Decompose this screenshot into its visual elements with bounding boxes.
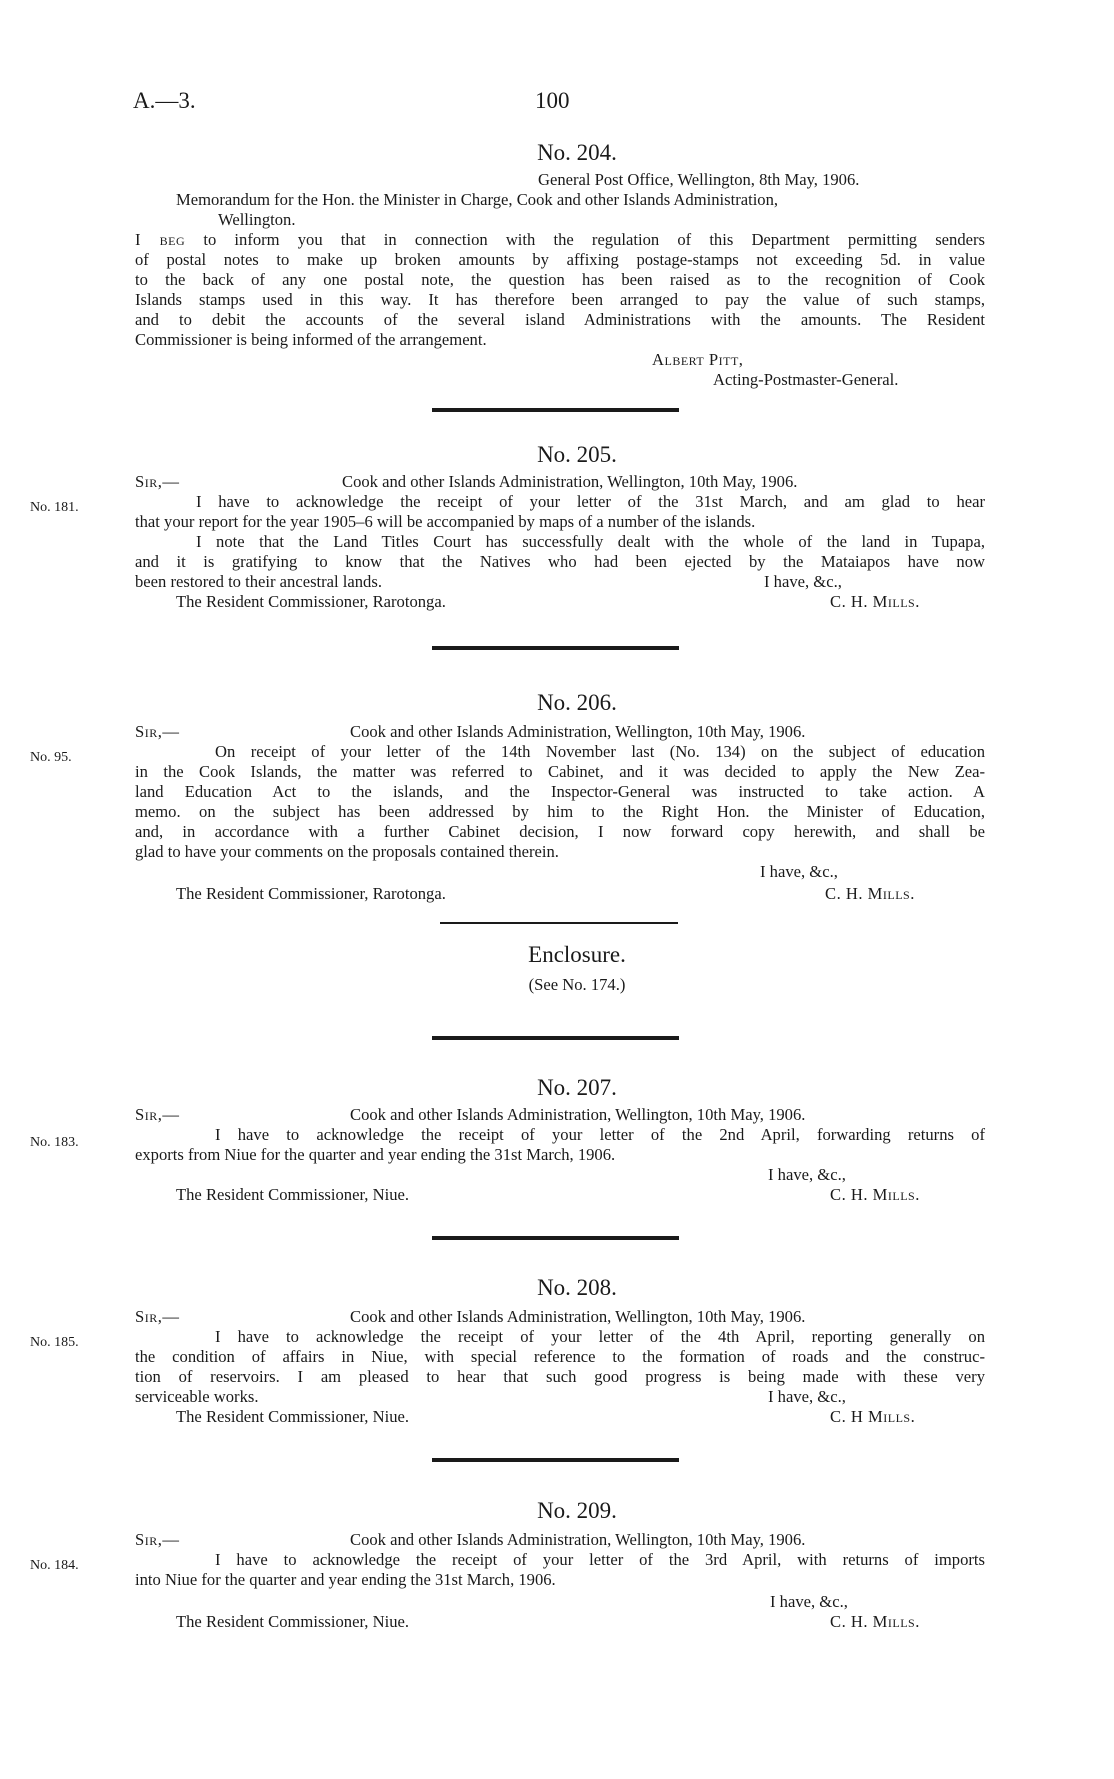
place-date-206: Cook and other Islands Administration, Wellington, 10th May, 1906. bbox=[350, 722, 806, 741]
body-line-205-5: been restored to their ancestral lands. bbox=[135, 572, 382, 591]
body-line-209-2: into Niue for the quarter and year ending the 31st March, 1906. bbox=[135, 1570, 556, 1589]
place-date-204: General Post Office, Wellington, 8th May, 1906. bbox=[538, 170, 860, 189]
closing-209: I have, &c., bbox=[770, 1592, 848, 1611]
body-line-206-6: glad to have your comments on the proposals contained therein. bbox=[135, 842, 559, 861]
body-line-208-2: the condition of affairs in Niue, with special reference to the formation of roads and the construc- bbox=[135, 1347, 985, 1366]
addressee-208: The Resident Commissioner, Niue. bbox=[176, 1407, 410, 1426]
section-divider bbox=[440, 922, 678, 924]
section-title-208: No. 208. bbox=[537, 1275, 617, 1300]
body-line-205-4: and it is gratifying to know that the Natives who had been ejected by the Mataiapos have now bbox=[135, 552, 985, 571]
closing-205: I have, &c., bbox=[764, 572, 842, 591]
closing-208: I have, &c., bbox=[768, 1387, 846, 1406]
body-line-206-2: in the Cook Islands, the matter was referred to Cabinet, and it was decided to apply the New Zea- bbox=[135, 762, 985, 781]
enclosure-title: Enclosure. bbox=[528, 942, 626, 967]
closing-206: I have, &c., bbox=[760, 862, 838, 881]
signer-207: C. H. Mills. bbox=[830, 1185, 920, 1204]
signer-204: Albert Pitt, bbox=[652, 350, 744, 369]
body-line-208-1: I have to acknowledge the receipt of your letter of the 4th April, reporting generally on bbox=[215, 1327, 985, 1346]
addressee-206: The Resident Commissioner, Rarotonga. bbox=[176, 884, 446, 903]
margin-reference-209: No. 184. bbox=[30, 1558, 79, 1573]
enclosure-note: (See No. 174.) bbox=[528, 975, 626, 994]
section-title-206: No. 206. bbox=[537, 690, 617, 715]
section-divider bbox=[432, 408, 679, 412]
section-divider bbox=[432, 646, 679, 650]
body-line-204-1: I beg to inform you that in connection with the regulation of this Department permitting senders bbox=[135, 230, 985, 249]
signer-208: C. H Mills. bbox=[830, 1407, 916, 1426]
body-line-204-5: and to debit the accounts of the several island Administrations with the amounts. The Resident bbox=[135, 310, 985, 329]
body-line-206-3: land Education Act to the islands, and the Inspector-General was instructed to take action. A bbox=[135, 782, 985, 801]
body-line-204-4: Islands stamps used in this way. It has therefore been arranged to pay the value of such stamps, bbox=[135, 290, 985, 309]
addressee-205: The Resident Commissioner, Rarotonga. bbox=[176, 592, 446, 611]
salutation-206: Sir,— bbox=[135, 722, 180, 741]
body-line-207-1: I have to acknowledge the receipt of your letter of the 2nd April, forwarding returns of bbox=[215, 1125, 985, 1144]
body-line-207-2: exports from Niue for the quarter and year ending the 31st March, 1906. bbox=[135, 1145, 616, 1164]
body-line-204-3: to the back of any one postal note, the question has been raised as to the recognition of Cook bbox=[135, 270, 985, 289]
margin-reference-208: No. 185. bbox=[30, 1335, 79, 1350]
place-date-205: Cook and other Islands Administration, Wellington, 10th May, 1906. bbox=[342, 472, 798, 491]
memo-line-2: Wellington. bbox=[218, 210, 296, 229]
body-line-206-1: On receipt of your letter of the 14th November last (No. 134) on the subject of education bbox=[215, 742, 985, 761]
salutation-209: Sir,— bbox=[135, 1530, 180, 1549]
signer-206: C. H. Mills. bbox=[825, 884, 915, 903]
place-date-207: Cook and other Islands Administration, Wellington, 10th May, 1906. bbox=[350, 1105, 806, 1124]
body-line-205-1: I have to acknowledge the receipt of your letter of the 31st March, and am glad to hear bbox=[196, 492, 985, 511]
salutation-208: Sir,— bbox=[135, 1307, 180, 1326]
signer-209: C. H. Mills. bbox=[830, 1612, 920, 1631]
signer-title-204: Acting-Postmaster-General. bbox=[713, 370, 899, 389]
salutation-207: Sir,— bbox=[135, 1105, 180, 1124]
body-line-209-1: I have to acknowledge the receipt of your letter of the 3rd April, with returns of imports bbox=[215, 1550, 985, 1569]
margin-reference-206: No. 95. bbox=[30, 750, 72, 765]
closing-207: I have, &c., bbox=[768, 1165, 846, 1184]
body-line-208-3: tion of reservoirs. I am pleased to hear that such good progress is being made with these very bbox=[135, 1367, 985, 1386]
paper-reference: A.—3. bbox=[133, 88, 196, 113]
margin-reference-205: No. 181. bbox=[30, 500, 79, 515]
section-divider bbox=[432, 1036, 679, 1040]
section-title-209: No. 209. bbox=[537, 1498, 617, 1523]
section-divider bbox=[432, 1236, 679, 1240]
section-title-207: No. 207. bbox=[537, 1075, 617, 1100]
body-line-205-2: that your report for the year 1905–6 will be accompanied by maps of a number of the islands. bbox=[135, 512, 756, 531]
addressee-207: The Resident Commissioner, Niue. bbox=[176, 1185, 410, 1204]
body-line-206-4: memo. on the subject has been addressed by him to the Right Hon. the Minister of Education, bbox=[135, 802, 985, 821]
section-title-205: No. 205. bbox=[537, 442, 617, 467]
body-line-204-2: of postal notes to make up broken amounts by affixing postage-stamps not exceeding 5d. in value bbox=[135, 250, 985, 269]
body-line-208-4: serviceable works. bbox=[135, 1387, 259, 1406]
body-line-205-3: I note that the Land Titles Court has successfully dealt with the whole of the land in Tupapa, bbox=[196, 532, 985, 551]
place-date-209: Cook and other Islands Administration, Wellington, 10th May, 1906. bbox=[350, 1530, 806, 1549]
memo-line-1: Memorandum for the Hon. the Minister in Charge, Cook and other Islands Administration, bbox=[176, 190, 779, 209]
section-title-204: No. 204. bbox=[537, 140, 617, 165]
section-divider bbox=[432, 1458, 679, 1462]
margin-reference-207: No. 183. bbox=[30, 1135, 79, 1150]
page-number: 100 bbox=[535, 88, 570, 113]
place-date-208: Cook and other Islands Administration, Wellington, 10th May, 1906. bbox=[350, 1307, 806, 1326]
signer-205: C. H. Mills. bbox=[830, 592, 920, 611]
body-line-206-5: and, in accordance with a further Cabinet decision, I now forward copy herewith, and shall be bbox=[135, 822, 985, 841]
opening-words: I beg bbox=[135, 230, 186, 249]
body-line-204-6: Commissioner is being informed of the arrangement. bbox=[135, 330, 487, 349]
salutation-205: Sir,— bbox=[135, 472, 180, 491]
addressee-209: The Resident Commissioner, Niue. bbox=[176, 1612, 410, 1631]
